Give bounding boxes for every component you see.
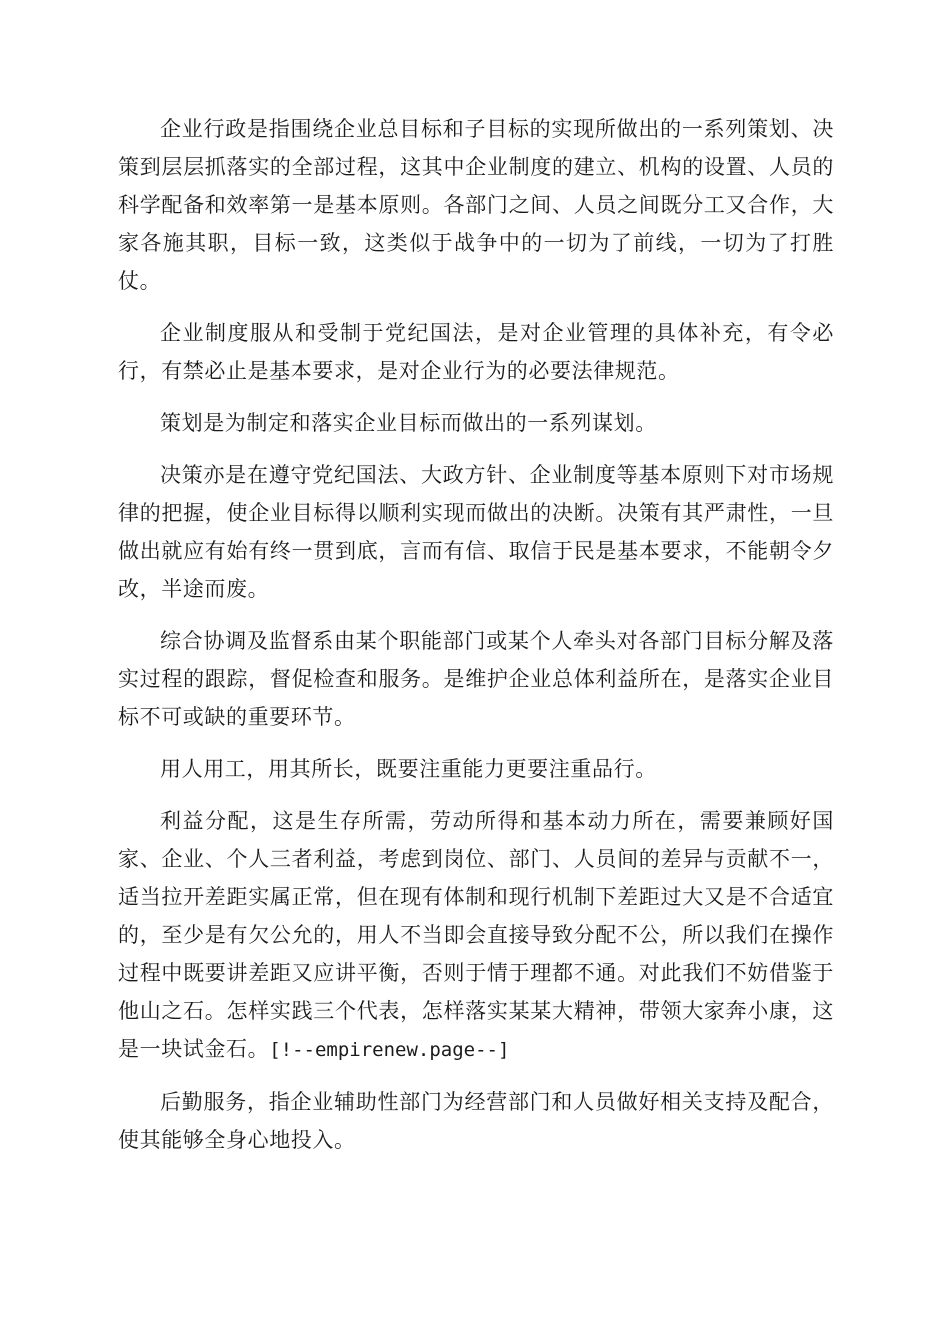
paragraph-employment: 用人用工，用其所长，既要注重能力更要注重品行。: [160, 757, 657, 781]
benefit-distribution-text: 利益分配，这是生存所需，劳动所得和基本动力所在，需要兼顾好国家、企业、个人三者利益，考虑到岗位、部门、人员间的差异与贡献不一，适当拉开差距实属正常，但在现有体制和现行机制下差距过大又是不合适宜的，至少是有欠公允的，用人不当即会直接导致分配不公，所以我们在操作过程中既要讲差距又应讲平衡，否则于情于理都不通。对此我们不妨借鉴于他山之石。怎样实践三个代表，怎样落实某某大精神，带领大家奔小康，这是一块试金石。: [118, 809, 834, 1061]
paragraph-enterprise-system: 企业制度服从和受制于党纪国法，是对企业管理的具体补充，有令必行，有禁必止是基本要求，是对企业行为的必要法律规范。: [118, 321, 834, 383]
page-marker: [!--empirenew.page--]: [269, 1039, 510, 1061]
paragraph-planning: 策划是为制定和落实企业目标而做出的一系列谋划。: [160, 411, 657, 435]
paragraph-coordination-supervision: 综合协调及监督系由某个职能部门或某个人牵头对各部门目标分解及落实过程的跟踪，督促检查和服务。是维护企业总体利益所在，是落实企业目标不可或缺的重要环节。: [118, 629, 834, 729]
paragraph-logistics-service: 后勤服务，指企业辅助性部门为经营部门和人员做好相关支持及配合，使其能够全身心地投入。: [118, 1090, 834, 1152]
paragraph-enterprise-administration: 企业行政是指围绕企业总目标和子目标的实现所做出的一系列策划、决策到层层抓落实的全部过程，这其中企业制度的建立、机构的设置、人员的科学配备和效率第一是基本原则。各部门之间、人员之间既分工又合作，大家各施其职，目标一致，这类似于战争中的一切为了前线，一切为了打胜仗。: [118, 117, 834, 293]
paragraph-benefit-distribution: [118, 802, 834, 1069]
document-body: [118, 110, 834, 1173]
paragraph-decision-making: 决策亦是在遵守党纪国法、大政方针、企业制度等基本原则下对市场规律的把握，使企业目标得以顺利实现而做出的决断。决策有其严肃性，一旦做出就应有始有终一贯到底，言而有信、取信于民是基本要求，不能朝令夕改，半途而废。: [118, 463, 834, 601]
